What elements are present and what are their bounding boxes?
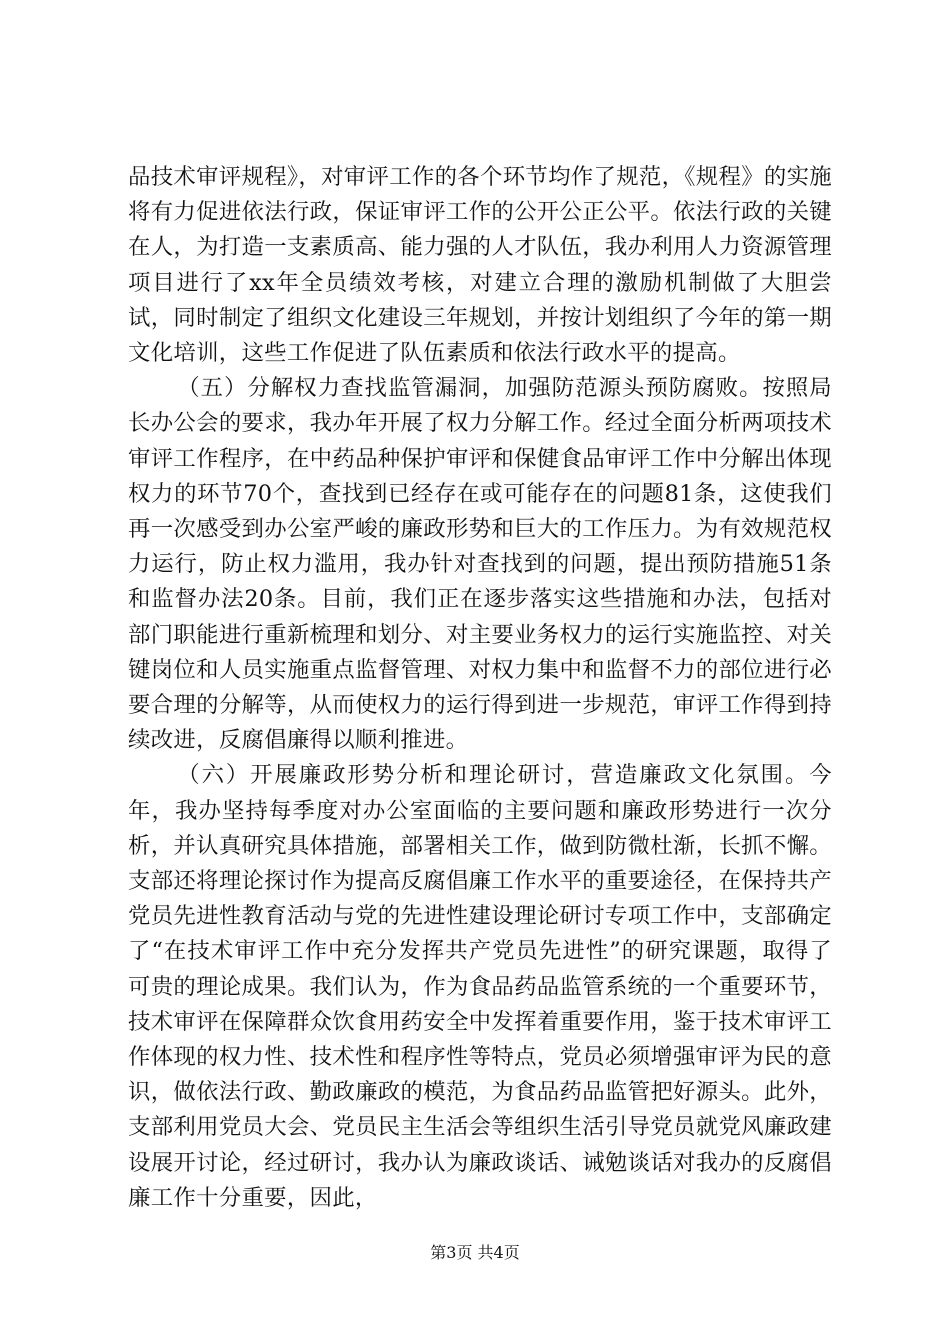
document-body — [128, 160, 832, 1216]
page-number-footer: 第3页 共4页 — [430, 1243, 520, 1262]
paragraph-continuation: 品技术审评规程》，对审评工作的各个环节均作了规范，《规程》的实施将有力促进依法行政，保证审评工作的公开公正公平。依法行政的关键在人，为打造一支素质高、能力强的人才队伍，我办利用人力资源管理项目进行了xx年全员绩效考核，对建立合理的激励机制做了大胆尝试，同时制定了组织文化建设三年规划，并按计划组织了今年的第一期文化培训，这些工作促进了队伍素质和依法行政水平的提高。 — [128, 164, 832, 367]
paragraph-section-six: （六）开展廉政形势分析和理论研讨，营造廉政文化氛围。今年，我办坚持每季度对办公室面临的主要问题和廉政形势进行一次分析，并认真研究具体措施，部署相关工作，做到防微杜渐，长抓不懈。支部还将理论探讨作为提高反腐倡廉工作水平的重要途径，在保持共产党员先进性教育活动与党的先进性建设理论研讨专项工作中，支部确定了“在技术审评工作中充分发挥共产党员先进性”的研究课题，取得了可贵的理论成果。我们认为，作为食品药品监管系统的一个重要环节，技术审评在保障群众饮食用药安全中发挥着重要作用，鉴于技术审评工作体现的权力性、技术性和程序性等特点，党员必须增强审评为民的意识，做依法行政、勤政廉政的模范，为食品药品监管把好源头。此外，支部利用党员大会、党员民主生活会等组织生活引导党员就党风廉政建设展开讨论，经过研讨，我办认为廉政谈话、诫勉谈话对我办的反腐倡廉工作十分重要，因此， — [128, 762, 832, 1211]
paragraph-section-five: （五）分解权力查找监管漏洞，加强防范源头预防腐败。按照局长办公会的要求，我办年开展了权力分解工作。经过全面分析两项技术审评工作程序，在中药品种保护审评和保健食品审评工作中分解出体现权力的环节70个，查找到已经存在或可能存在的问题81条，这使我们再一次感受到办公室严峻的廉政形势和巨大的工作压力。为有效规范权力运行，防止权力滥用，我办针对查找到的问题，提出预防措施51条和监督办法20条。目前，我们正在逐步落实这些措施和办法，包括对部门职能进行重新梳理和划分、对主要业务权力的运行实施监控、对关键岗位和人员实施重点监督管理、对权力集中和监督不力的部位进行必要合理的分解等，从而使权力的运行得到进一步规范，审评工作得到持续改进，反腐倡廉得以顺利推进。 — [128, 375, 832, 754]
